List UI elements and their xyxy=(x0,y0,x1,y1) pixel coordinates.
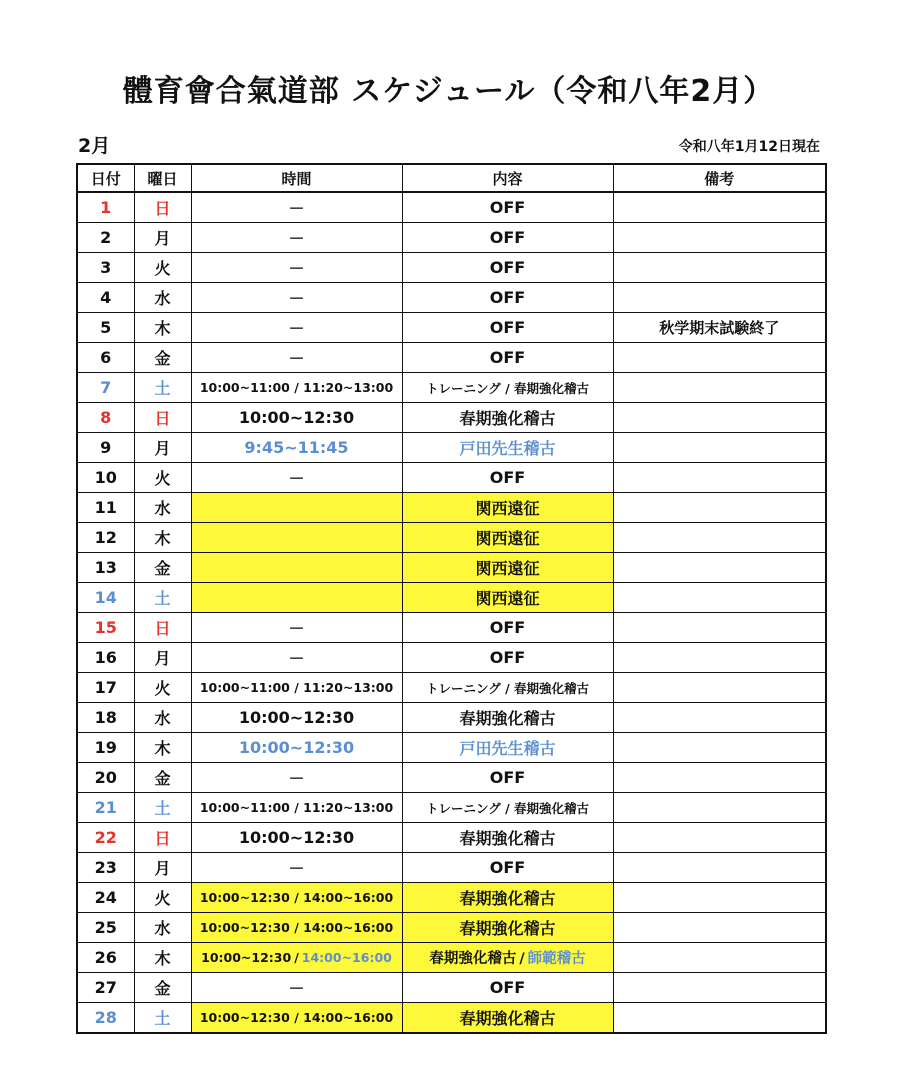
table-row xyxy=(77,553,826,583)
content-sep: / xyxy=(519,951,525,967)
date-cell: 9 xyxy=(77,433,134,463)
table-row xyxy=(77,192,826,223)
notes-cell xyxy=(613,283,826,313)
weekday-cell: 土 xyxy=(134,583,191,613)
content-cell: OFF xyxy=(402,283,613,313)
date-cell: 17 xyxy=(77,673,134,703)
date-cell: 5 xyxy=(77,313,134,343)
table-row xyxy=(77,433,826,463)
table-row xyxy=(77,643,826,673)
date-cell: 27 xyxy=(77,973,134,1003)
date-cell: 18 xyxy=(77,703,134,733)
time-cell: 10:00~12:30 / 14:00~16:00 xyxy=(191,883,402,913)
time-cell: 10:00~12:30 xyxy=(191,733,402,763)
time-cell: － xyxy=(191,643,402,673)
table-row xyxy=(77,913,826,943)
notes-cell xyxy=(613,253,826,283)
content-part-b: 師範稽古 xyxy=(527,951,586,967)
time-cell: 10:00~12:30 xyxy=(191,823,402,853)
notes-cell xyxy=(613,883,826,913)
content-cell: OFF xyxy=(402,223,613,253)
notes-cell xyxy=(613,763,826,793)
weekday-cell: 日 xyxy=(134,823,191,853)
table-row xyxy=(77,373,826,403)
weekday-cell: 火 xyxy=(134,463,191,493)
date-cell: 13 xyxy=(77,553,134,583)
date-cell: 22 xyxy=(77,823,134,853)
notes-cell xyxy=(613,703,826,733)
table-row xyxy=(77,1003,826,1034)
content-cell: トレーニング / 春期強化稽古 xyxy=(402,793,613,823)
weekday-cell: 水 xyxy=(134,913,191,943)
header-notes: 備考 xyxy=(613,164,826,192)
date-cell: 8 xyxy=(77,403,134,433)
weekday-cell: 木 xyxy=(134,313,191,343)
table-row xyxy=(77,223,826,253)
schedule-body xyxy=(77,192,826,1033)
notes-cell xyxy=(613,553,826,583)
notes-cell: 秋学期末試験終了 xyxy=(613,313,826,343)
content-cell xyxy=(402,943,613,973)
time-cell xyxy=(191,493,402,523)
date-cell: 4 xyxy=(77,283,134,313)
weekday-cell: 月 xyxy=(134,433,191,463)
date-cell: 25 xyxy=(77,913,134,943)
weekday-cell: 水 xyxy=(134,493,191,523)
time-cell: － xyxy=(191,223,402,253)
weekday-cell: 月 xyxy=(134,853,191,883)
table-row xyxy=(77,403,826,433)
date-cell: 15 xyxy=(77,613,134,643)
content-cell: OFF xyxy=(402,853,613,883)
date-cell: 10 xyxy=(77,463,134,493)
notes-cell xyxy=(613,343,826,373)
time-cell: 10:00~11:00 / 11:20~13:00 xyxy=(191,793,402,823)
notes-cell xyxy=(613,373,826,403)
weekday-cell: 日 xyxy=(134,613,191,643)
table-row xyxy=(77,283,826,313)
weekday-cell: 火 xyxy=(134,883,191,913)
content-cell: OFF xyxy=(402,613,613,643)
table-row xyxy=(77,823,826,853)
schedule-table xyxy=(76,163,827,1034)
weekday-cell: 土 xyxy=(134,373,191,403)
time-part-b: 14:00~16:00 xyxy=(301,950,392,965)
notes-cell xyxy=(613,973,826,1003)
weekday-cell: 木 xyxy=(134,523,191,553)
notes-cell xyxy=(613,733,826,763)
time-cell xyxy=(191,553,402,583)
date-cell: 21 xyxy=(77,793,134,823)
notes-cell xyxy=(613,943,826,973)
notes-cell xyxy=(613,463,826,493)
date-cell: 6 xyxy=(77,343,134,373)
date-cell: 12 xyxy=(77,523,134,553)
notes-cell xyxy=(613,493,826,523)
notes-cell xyxy=(613,583,826,613)
content-cell: 関西遠征 xyxy=(402,523,613,553)
content-cell: 戸田先生稽古 xyxy=(402,733,613,763)
table-row xyxy=(77,853,826,883)
table-row xyxy=(77,703,826,733)
table-row xyxy=(77,493,826,523)
weekday-cell: 土 xyxy=(134,793,191,823)
as-of-date: 令和八年1月12日現在 xyxy=(678,139,820,155)
date-cell: 11 xyxy=(77,493,134,523)
table-row xyxy=(77,883,826,913)
time-cell: 10:00~12:30 / 14:00~16:00 xyxy=(191,1003,402,1034)
weekday-cell: 土 xyxy=(134,1003,191,1034)
content-cell: 春期強化稽古 xyxy=(402,703,613,733)
content-cell: 春期強化稽古 xyxy=(402,823,613,853)
content-cell: 春期強化稽古 xyxy=(402,1003,613,1034)
date-cell: 19 xyxy=(77,733,134,763)
time-cell: － xyxy=(191,763,402,793)
content-cell: OFF xyxy=(402,643,613,673)
table-row xyxy=(77,763,826,793)
table-row xyxy=(77,613,826,643)
time-cell: 10:00~12:30 xyxy=(191,703,402,733)
time-cell xyxy=(191,583,402,613)
content-cell: OFF xyxy=(402,763,613,793)
time-cell: － xyxy=(191,283,402,313)
time-cell: － xyxy=(191,853,402,883)
table-row xyxy=(77,673,826,703)
content-cell: OFF xyxy=(402,343,613,373)
header-weekday: 曜日 xyxy=(134,164,191,192)
date-cell: 24 xyxy=(77,883,134,913)
date-cell: 7 xyxy=(77,373,134,403)
time-cell: 10:00~11:00 / 11:20~13:00 xyxy=(191,373,402,403)
time-cell: － xyxy=(191,613,402,643)
notes-cell xyxy=(613,223,826,253)
content-cell: OFF xyxy=(402,253,613,283)
date-cell: 14 xyxy=(77,583,134,613)
time-cell: 10:00~12:30 xyxy=(191,403,402,433)
weekday-cell: 金 xyxy=(134,973,191,1003)
content-cell: 関西遠征 xyxy=(402,493,613,523)
weekday-cell: 月 xyxy=(134,643,191,673)
notes-cell xyxy=(613,433,826,463)
table-row xyxy=(77,343,826,373)
table-row xyxy=(77,523,826,553)
month-label: 2月 xyxy=(78,135,111,157)
notes-cell xyxy=(613,673,826,703)
table-row xyxy=(77,733,826,763)
weekday-cell: 月 xyxy=(134,223,191,253)
weekday-cell: 金 xyxy=(134,553,191,583)
content-cell: 春期強化稽古 xyxy=(402,883,613,913)
table-header-row xyxy=(77,164,826,192)
notes-cell xyxy=(613,793,826,823)
table-row xyxy=(77,793,826,823)
time-cell: － xyxy=(191,343,402,373)
content-cell: トレーニング / 春期強化稽古 xyxy=(402,373,613,403)
header-date: 日付 xyxy=(77,164,134,192)
date-cell: 1 xyxy=(77,192,134,223)
weekday-cell: 水 xyxy=(134,283,191,313)
weekday-cell: 金 xyxy=(134,343,191,373)
header-content: 内容 xyxy=(402,164,613,192)
weekday-cell: 日 xyxy=(134,403,191,433)
weekday-cell: 火 xyxy=(134,673,191,703)
table-row xyxy=(77,583,826,613)
content-cell: 戸田先生稽古 xyxy=(402,433,613,463)
weekday-cell: 木 xyxy=(134,733,191,763)
notes-cell xyxy=(613,823,826,853)
content-cell: 関西遠征 xyxy=(402,583,613,613)
date-cell: 2 xyxy=(77,223,134,253)
notes-cell xyxy=(613,613,826,643)
weekday-cell: 火 xyxy=(134,253,191,283)
table-row xyxy=(77,313,826,343)
header-time: 時間 xyxy=(191,164,402,192)
time-cell: － xyxy=(191,463,402,493)
table-row xyxy=(77,253,826,283)
content-cell: 関西遠征 xyxy=(402,553,613,583)
content-cell: OFF xyxy=(402,313,613,343)
date-cell: 16 xyxy=(77,643,134,673)
notes-cell xyxy=(613,913,826,943)
notes-cell xyxy=(613,192,826,223)
time-cell xyxy=(191,943,402,973)
weekday-cell: 木 xyxy=(134,943,191,973)
time-cell: － xyxy=(191,253,402,283)
date-cell: 20 xyxy=(77,763,134,793)
notes-cell xyxy=(613,853,826,883)
date-cell: 3 xyxy=(77,253,134,283)
content-part-a: 春期強化稽古 xyxy=(429,951,517,967)
time-cell: 9:45~11:45 xyxy=(191,433,402,463)
notes-cell xyxy=(613,643,826,673)
date-cell: 23 xyxy=(77,853,134,883)
content-cell: 春期強化稽古 xyxy=(402,403,613,433)
time-cell: － xyxy=(191,192,402,223)
page-title: 體育會合氣道部 スケジュール（令和八年2月） xyxy=(122,74,775,109)
notes-cell xyxy=(613,523,826,553)
time-cell: 10:00~11:00 / 11:20~13:00 xyxy=(191,673,402,703)
content-cell: トレーニング / 春期強化稽古 xyxy=(402,673,613,703)
notes-cell xyxy=(613,1003,826,1034)
weekday-cell: 水 xyxy=(134,703,191,733)
table-row xyxy=(77,973,826,1003)
content-cell: OFF xyxy=(402,192,613,223)
notes-cell xyxy=(613,403,826,433)
time-cell: 10:00~12:30 / 14:00~16:00 xyxy=(191,913,402,943)
content-cell: 春期強化稽古 xyxy=(402,913,613,943)
table-row xyxy=(77,463,826,493)
time-cell: － xyxy=(191,973,402,1003)
time-sep: / xyxy=(294,950,299,965)
time-cell: － xyxy=(191,313,402,343)
table-row xyxy=(77,943,826,973)
time-cell xyxy=(191,523,402,553)
time-part-a: 10:00~12:30 xyxy=(201,950,292,965)
content-cell: OFF xyxy=(402,973,613,1003)
date-cell: 26 xyxy=(77,943,134,973)
date-cell: 28 xyxy=(77,1003,134,1034)
weekday-cell: 金 xyxy=(134,763,191,793)
content-cell: OFF xyxy=(402,463,613,493)
weekday-cell: 日 xyxy=(134,192,191,223)
